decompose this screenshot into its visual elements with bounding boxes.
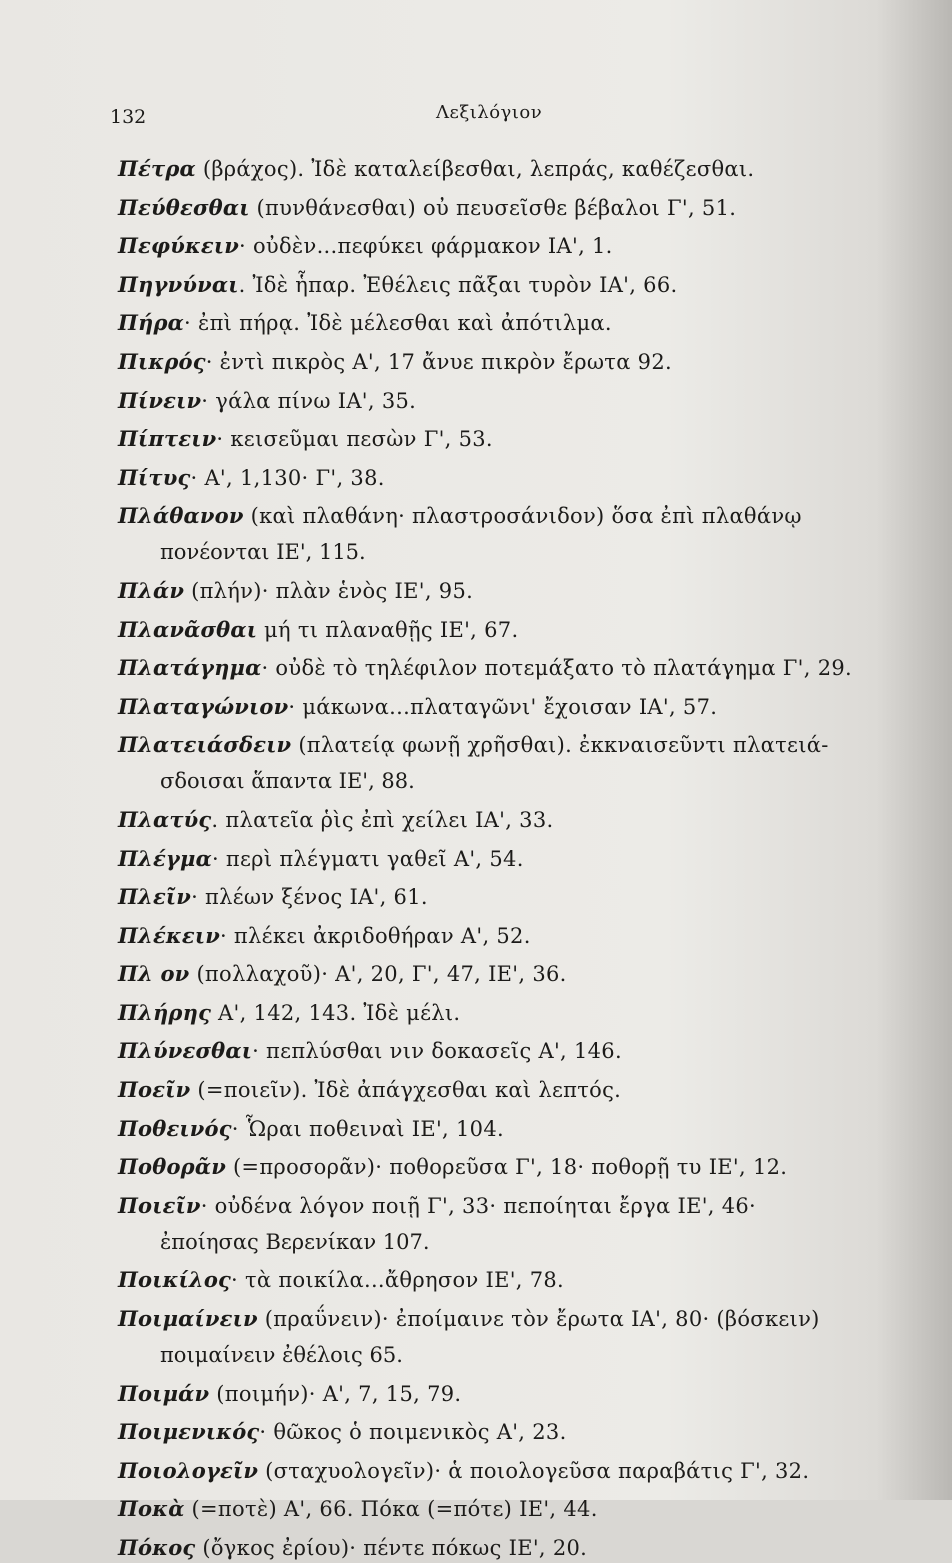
entry-first-line (0, 1304, 952, 1334)
entry-headword: Πλατάγημα (118, 655, 262, 681)
entry-headword: Ποκὰ (118, 1496, 185, 1522)
entry-definition: · τὰ ποικίλα...ἄθρησον ΙΕ', 78. (231, 1268, 565, 1293)
entry-definition: (=προσορᾶν)· ποθορεῦσα Γ', 18· ποθορῇ τυ ΙΕ', 12. (225, 1155, 788, 1180)
lexicon-entry (0, 730, 952, 796)
entry-headword: Ποικίλος (118, 1267, 232, 1293)
entry-continuation: πονέονται ΙΕ', 115. (160, 540, 366, 565)
entry-first-line (0, 1417, 952, 1447)
entry-headword: Πέτρα (118, 156, 196, 181)
entry-headword: Πλ ον (118, 961, 190, 987)
entry-definition: (ὄγκος ἐρίου)· πέντε πόκως ΙΕ', 20. (195, 1536, 588, 1560)
entry-first-line (0, 193, 952, 223)
entry-first-line (0, 959, 952, 989)
lexicon-entry (0, 424, 952, 454)
entry-first-line (0, 998, 952, 1028)
lexicon-entry (0, 1152, 952, 1182)
entry-first-line (0, 463, 952, 493)
lexicon-entry (0, 1265, 952, 1295)
lexicon-entry (0, 501, 952, 567)
entry-first-line (0, 921, 952, 951)
entry-headword: Πλανᾶσθαι (118, 616, 258, 642)
lexicon-entry (0, 463, 952, 493)
entry-headword: Πικρός (118, 348, 206, 374)
entry-definition: · Α', 1,130· Γ', 38. (190, 465, 385, 490)
entry-first-line (0, 615, 952, 645)
entry-definition: (καὶ πλαθάνη· πλαστροσάνιδον) ὅσα ἐπὶ πλαθάνῳ (243, 504, 802, 529)
lexicon-entry (0, 231, 952, 261)
entry-definition: · γάλα πίνω ΙΑ', 35. (201, 388, 417, 413)
running-title: Λεξιλόγιον (436, 102, 543, 123)
entry-headword: Ποθορᾶν (118, 1154, 226, 1180)
lexicon-entry (0, 882, 952, 912)
entry-definition: · περὶ πλέγματι γαθεῖ Α', 54. (211, 846, 524, 871)
entry-headword: Ποιμενικός (118, 1419, 260, 1445)
entry-definition: · οὐδένα λόγον ποιῇ Γ', 33· πεποίηται ἔργα ΙΕ', 46· (200, 1193, 757, 1218)
entry-definition: (βράχος). Ἰδὲ καταλείβεσθαι, λεπράς, καθέζεσθαι. (195, 157, 755, 181)
lexicon-entry (0, 1379, 952, 1409)
entry-first-line (0, 576, 952, 606)
entry-first-line (0, 1036, 952, 1066)
lexicon-entry (0, 193, 952, 223)
entry-headword: Πλάν (118, 577, 185, 603)
entry-headword: Πλατύς (118, 806, 212, 832)
entry-first-line (0, 270, 952, 300)
entry-first-line (0, 1265, 952, 1295)
lexicon-entry (0, 653, 952, 683)
entry-headword: Πλύνεσθαι (118, 1038, 253, 1064)
entry-first-line (0, 1114, 952, 1144)
entry-headword: Πηγνύναι (118, 271, 239, 297)
entry-headword: Ποθεινός (118, 1115, 232, 1141)
lexicon-entry (0, 1114, 952, 1144)
entry-first-line (0, 1533, 952, 1563)
entry-first-line (0, 1456, 952, 1486)
lexicon-entry (0, 1533, 952, 1563)
entry-first-line (0, 882, 952, 912)
lexicon-entry (0, 805, 952, 835)
lexicon-entry (0, 615, 952, 645)
lexicon-entry (0, 576, 952, 606)
lexicon-entry (0, 154, 952, 184)
entry-headword: Πλήρης (118, 999, 212, 1025)
lexicon-entry (0, 1417, 952, 1447)
lexicon-entry (0, 998, 952, 1028)
entry-headword: Ποιολογεῖν (118, 1457, 259, 1483)
entry-first-line (0, 1075, 952, 1105)
entry-first-line (0, 386, 952, 416)
entry-definition: · πλέκει ἀκριδοθήραν Α', 52. (219, 923, 531, 948)
lexicon-entry (0, 308, 952, 338)
entry-first-line (0, 692, 952, 722)
entry-first-line (0, 501, 952, 531)
lexicon-entry (0, 1494, 952, 1524)
entry-definition: (πολλαχοῦ)· Α', 20, Γ', 47, ΙΕ', 36. (189, 962, 567, 987)
entry-headword: Ποεῖν (118, 1077, 191, 1103)
entry-definition: (=ποιεῖν). Ἰδὲ ἀπάγχεσθαι καὶ λεπτός. (190, 1078, 622, 1103)
entry-headword: Πίπτειν (118, 426, 217, 452)
entry-definition: (=ποτὲ) Α', 66. Πόκα (=πότε) ΙΕ', 44. (184, 1497, 598, 1522)
page-number: 132 (110, 106, 147, 128)
entry-definition: · οὐδὲ τὸ τηλέφιλον ποτεμάξατο τὸ πλατάγημα Γ', 29. (261, 656, 852, 681)
entry-headword: Πλέγμα (118, 845, 212, 871)
entry-definition: (πραΰνειν)· ἐποίμαινε τὸν ἔρωτα ΙΑ', 80· (βόσκειν) (257, 1307, 820, 1332)
entry-definition: . πλατεῖα ῥὶς ἐπὶ χείλει ΙΑ', 33. (211, 807, 554, 832)
entry-headword: Πίνειν (118, 387, 202, 413)
entry-definition: (πλήν)· πλὰν ἑνὸς ΙΕ', 95. (184, 578, 474, 603)
lexicon-entry (0, 1304, 952, 1370)
entry-definition: (πυνθάνεσθαι) οὐ πευσεῖσθε βέβαλοι Γ', 51. (249, 195, 737, 220)
entry-definition: (ποιμήν)· Α', 7, 15, 79. (209, 1381, 462, 1406)
entry-headword: Πήρα (118, 310, 185, 336)
entry-definition: · μάκωνα...πλαταγῶνι' ἔχοισαν ΙΑ', 57. (288, 694, 718, 719)
lexicon-entry (0, 347, 952, 377)
entry-first-line (0, 1191, 952, 1221)
entry-definition: (σταχυολογεῖν)· ἁ ποιολογεῦσα παραβάτις Γ', 32. (258, 1458, 810, 1483)
entry-headword: Ποιεῖν (118, 1192, 201, 1218)
entry-headword: Πλατειάσδειν (118, 732, 292, 758)
lexicon-entry (0, 1075, 952, 1105)
lexicon-entry (0, 692, 952, 722)
page-header (0, 100, 952, 140)
lexicon-entry (0, 270, 952, 300)
entry-headword: Πεύθεσθαι (118, 194, 250, 220)
entry-definition: · κεισεῦμαι πεσὼν Γ', 53. (216, 427, 493, 452)
entry-continuation: ἐποίησας Βερενίκαν 107. (160, 1229, 430, 1254)
entry-headword: Πλέκειν (118, 922, 220, 948)
entry-definition: · πεπλύσθαι νιν δοκασεῖς Α', 146. (252, 1039, 622, 1064)
entry-headword: Ποιμάν (118, 1380, 210, 1406)
entry-first-line (0, 653, 952, 683)
entry-definition: · πλέων ξένος ΙΑ', 61. (191, 885, 428, 910)
entry-headword: Πίτυς (118, 464, 191, 490)
entry-first-line (0, 1379, 952, 1409)
entry-headword: Πόκος (118, 1535, 196, 1560)
entry-definition: · ἐπὶ πήρᾳ. Ἰδὲ μέλεσθαι καὶ ἀπότιλμα. (184, 311, 612, 336)
lexicon-entry (0, 1036, 952, 1066)
entry-definition: μή τι πλαναθῇς ΙΕ', 67. (257, 617, 519, 642)
entry-definition: · οὐδὲν...πεφύκει φάρμακον ΙΑ', 1. (239, 234, 613, 259)
entry-continuation: σδοισαι ἅπαντα ΙΕ', 88. (160, 769, 415, 794)
entry-first-line (0, 1152, 952, 1182)
lexicon-entry (0, 1456, 952, 1486)
entry-definition: Α', 142, 143. Ἰδὲ μέλι. (211, 1000, 461, 1025)
entry-first-line (0, 308, 952, 338)
entry-definition: · Ὧραι ποθειναὶ ΙΕ', 104. (231, 1116, 504, 1141)
lexicon-entry (0, 921, 952, 951)
entry-headword: Πλαταγώνιον (118, 693, 289, 719)
entry-first-line (0, 730, 952, 760)
entry-first-line (0, 231, 952, 261)
entry-headword: Πλάθανον (118, 503, 244, 529)
entry-definition: . Ἰδὲ ἧπαρ. Ἐθέλεις πᾶξαι τυρὸν ΙΑ', 66. (238, 272, 678, 297)
lexicon-entry (0, 1191, 952, 1257)
entry-first-line (0, 844, 952, 874)
entry-headword: Πεφύκειν (118, 233, 240, 259)
lexicon-entry (0, 386, 952, 416)
lexicon-entries (0, 154, 952, 1563)
entry-first-line (0, 154, 952, 184)
entry-first-line (0, 347, 952, 377)
entry-first-line (0, 424, 952, 454)
lexicon-entry (0, 844, 952, 874)
entry-headword: Ποιμαίνειν (118, 1306, 258, 1332)
entry-first-line (0, 805, 952, 835)
entry-first-line (0, 1494, 952, 1524)
entry-definition: · ἐντὶ πικρὸς Α', 17 ἄνυε πικρὸν ἔρωτα 92. (205, 349, 672, 374)
lexicon-entry (0, 959, 952, 989)
entry-headword: Πλεῖν (118, 884, 192, 910)
entry-definition: · θῶκος ὁ ποιμενικὸς Α', 23. (259, 1420, 567, 1445)
entry-definition: (πλατείᾳ φωνῇ χρῆσθαι). ἐκκναισεῦντι πλατειά- (291, 733, 829, 758)
entry-continuation: ποιμαίνειν ἐθέλοις 65. (160, 1343, 403, 1368)
